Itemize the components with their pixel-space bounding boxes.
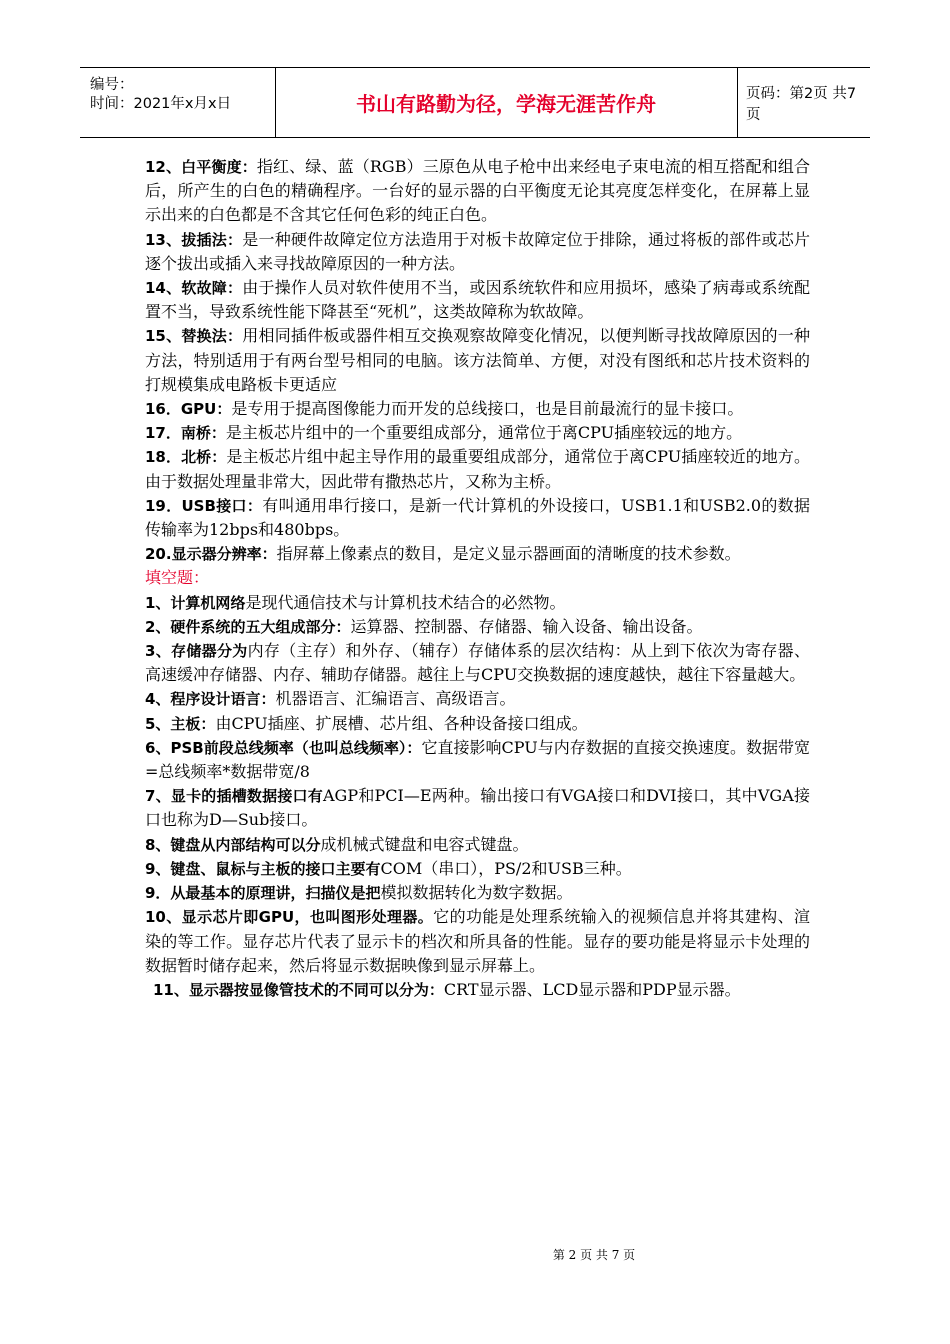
definition-term: 13、拔插法： (145, 230, 243, 249)
page-footer (0, 1246, 950, 1263)
fill-term: 4、程序设计语言： (145, 690, 276, 709)
fill-term: 7、显卡的插槽数据接口有 (145, 787, 323, 806)
definition-term: 20.显示器分辨率： (145, 545, 277, 564)
fill-item (145, 905, 810, 978)
fill-text: CRT显示器、LCD显示器和PDP显示器。 (443, 979, 741, 999)
time-label: 时间：2021年x月x日 (90, 96, 232, 112)
definition-text: 是专用于提高图像能力而开发的总线接口，也是目前最流行的显卡接口。 (231, 399, 744, 419)
fill-text: 内存（主存）和外存、（辅存）存储体系的层次结构：从上到下依次为寄存器、高速缓冲存储器、内存、辅助存储器。越往上与CPU交换数据的速度越快，越往下容量越大。 (145, 641, 810, 685)
fill-item (145, 639, 810, 687)
fill-text: 机器语言、汇编语言、高级语言。 (275, 689, 516, 709)
fill-item (145, 615, 810, 639)
fill-item (145, 881, 810, 905)
definition-term: 18．北桥： (145, 448, 227, 467)
fill-section-title: 填空题： (145, 568, 210, 588)
definition-text: 指红、绿、蓝（RGB）三原色从电子枪中出来经电子束电流的相互搭配和组合后，所产生的白色的精确程序。一台好的显示器的白平衡度无论其亮度怎样变化，在屏幕上显示出来的白色都是不含其它任何色彩的纯正白色。 (145, 157, 811, 225)
fill-item (145, 736, 810, 784)
fill-term: 11、显示器按显像管技术的不同可以分为： (153, 980, 444, 999)
header-motto: 书山有路勤为径，学海无涯苦作舟 (275, 68, 738, 137)
footer-page-number: 第 2 页 共 7 页 (552, 1248, 636, 1262)
definition-item (145, 276, 810, 324)
fill-term: 2、硬件系统的五大组成部分： (145, 617, 351, 636)
number-label: 编号： (90, 77, 134, 93)
header-page-label: 页码：第2页 共7页 (746, 85, 857, 123)
definition-item (145, 228, 810, 276)
fill-item (145, 857, 810, 881)
definition-term: 16．GPU： (145, 400, 232, 419)
definition-term: 15、替换法： (145, 327, 243, 346)
fill-item (145, 591, 810, 615)
definitions-list (145, 155, 810, 566)
fill-item (145, 712, 810, 736)
fill-term: 1、计算机网络 (145, 593, 246, 612)
definition-text: 指屏幕上像素点的数目，是定义显示器画面的清晰度的技术参数。 (276, 544, 741, 564)
fill-text: AGP和PCI—E两种。输出接口有VGA接口和DVI接口，其中VGA接口也称为D—Sub接口。 (145, 786, 810, 830)
definition-item (145, 494, 810, 542)
fill-text: 模拟数据转化为数字数据。 (380, 883, 573, 903)
definition-text: 用相同插件板或器件相互交换观察故障变化情况，以便判断寻找故障原因的一种方法，特别适用于有两台型号相同的电脑。该方法简单、方便，对没有图纸和芯片技术资料的打规模集成电路板卡更适应 (145, 326, 810, 394)
fill-item (145, 833, 810, 857)
definition-term: 14、软故障： (145, 279, 243, 298)
fill-text: 它的功能是处理系统输入的视频信息并将其建构、渲染的等工作。显存芯片代表了显示卡的档次和所具备的性能。显存的要功能是将显示卡处理的数据暂时储存起来，然后将显示数据映像到显示屏幕上。 (145, 907, 810, 975)
definition-item (145, 397, 810, 421)
fill-text: 它直接影响CPU与内存数据的直接交换速度。数据带宽=总线频率*数据带宽/8 (145, 737, 810, 782)
fill-term: 10、显示芯片即GPU，也叫图形处理器。 (145, 908, 434, 927)
definition-text: 是主板芯片组中的一个重要组成部分，通常位于离CPU插座较远的地方。 (225, 423, 743, 443)
definition-item (145, 421, 810, 445)
fill-list (145, 591, 810, 1002)
definition-term: 17．南桥： (145, 424, 226, 443)
definition-term: 19．USB接口： (145, 496, 263, 515)
fill-term: 6、PSB前段总线频率（也叫总线频率）： (145, 738, 422, 757)
definition-item (145, 542, 810, 566)
fill-item (145, 978, 810, 1002)
definition-text: 是主板芯片组中起主导作用的最重要组成部分，通常位于离CPU插座较近的地方。由于数据处理量非常大，因此带有撒热芯片，又称为主桥。 (145, 447, 811, 491)
page-header (80, 67, 870, 138)
fill-term: 3、存储器分为 (145, 642, 248, 661)
fill-term: 5、主板： (145, 714, 216, 733)
definition-term: 12、白平衡度： (145, 158, 257, 176)
definition-item (145, 445, 810, 493)
fill-term: 9．从最基本的原理讲，扫描仪是把 (145, 884, 381, 903)
header-info (80, 68, 276, 137)
definition-item (145, 324, 810, 397)
fill-item (145, 784, 810, 832)
definition-text: 有叫通用串行接口，是新一代计算机的外设接口，USB1.1和USB2.0的数据传输率为12bps和480bps。 (145, 495, 810, 540)
definition-text: 是一种硬件故障定位方法造用于对板卡故障定位于排除，通过将板的部件或芯片逐个拔出或插入来寻找故障原因的一种方法。 (145, 229, 810, 273)
document-body (145, 155, 810, 1002)
fill-term: 8、键盘从内部结构可以分 (145, 835, 321, 854)
fill-text: COM（串口），PS/2和USB三种。 (380, 858, 632, 878)
fill-item (145, 687, 810, 711)
fill-text: 运算器、控制器、存储器、输入设备、输出设备。 (350, 616, 703, 636)
fill-text: 是现代通信技术与计算机技术结合的必然物。 (245, 592, 566, 612)
definition-text: 由于操作人员对软件使用不当，或因系统软件和应用损坏，感染了病毒或系统配置不当，导致系统性能下降甚至“死机”，这类故障称为软故障。 (145, 278, 810, 322)
fill-term: 9、键盘、鼠标与主板的接口主要有 (145, 859, 381, 878)
fill-text: 成机械式键盘和电容式键盘。 (320, 834, 529, 854)
definition-item (145, 155, 810, 228)
fill-text: 由CPU插座、扩展槽、芯片组、各种设备接口组成。 (215, 713, 588, 733)
